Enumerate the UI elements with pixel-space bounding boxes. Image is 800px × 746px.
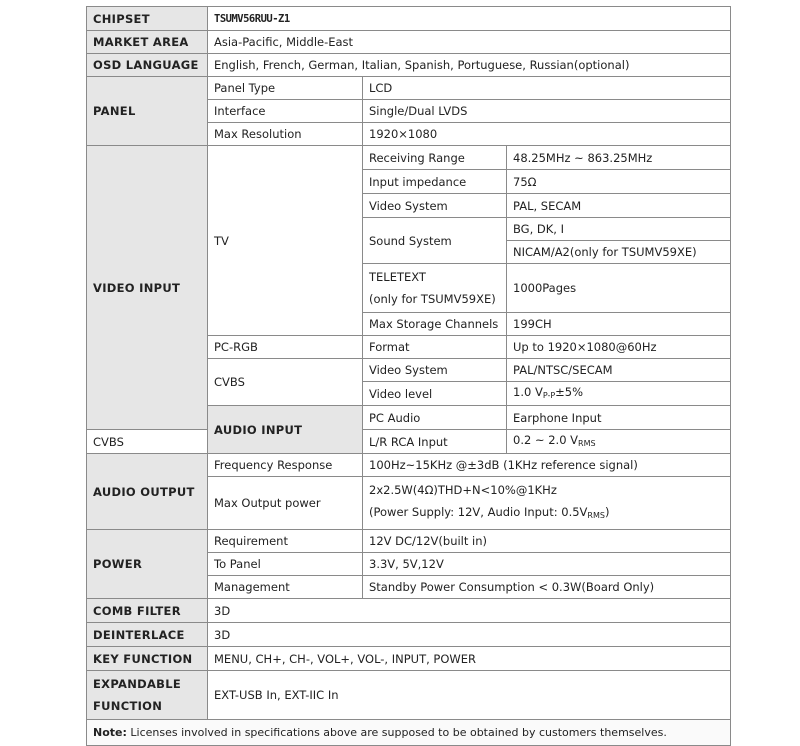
label-tv: TV	[208, 146, 363, 336]
max-output-line2-close: )	[604, 505, 610, 519]
video-level-main: 1.0 V	[513, 384, 543, 399]
row-chipset	[87, 7, 731, 31]
row-frequency-response	[87, 454, 731, 477]
expandable-label-line2: FUNCTION	[93, 699, 163, 713]
sound-system-value-2: NICAM/A2(only for TSUMV59XE)	[507, 241, 731, 264]
rca-sub: RMS	[578, 438, 596, 448]
max-storage-value: 199CH	[507, 313, 731, 336]
teletext-name-line2: (only for TSUMV59XE)	[369, 292, 496, 306]
label-osd-language: OSD LANGUAGE	[87, 54, 208, 77]
max-output-line2-sub: RMS	[587, 511, 605, 520]
max-output-line2	[369, 501, 724, 527]
rca-main: 0.2 ~ 2.0 V	[513, 432, 579, 447]
panel-interface-value: Single/Dual LVDS	[363, 100, 731, 123]
to-panel-name: To Panel	[208, 553, 363, 576]
max-output-line1: 2x2.5W(4Ω)THD+N<10%@1KHz	[369, 483, 557, 497]
management-value: Standby Power Consumption < 0.3W(Board Only)	[363, 576, 731, 599]
label-pc-rgb: PC-RGB	[208, 336, 363, 359]
label-panel: PANEL	[87, 77, 208, 146]
cvbs-video-system-value: PAL/NTSC/SECAM	[507, 359, 731, 382]
row-panel-type	[87, 77, 731, 100]
label-expandable-function	[87, 671, 208, 720]
label-chipset: CHIPSET	[87, 7, 208, 31]
row-audio-cvbs	[87, 430, 731, 454]
label-comb-filter: COMB FILTER	[87, 599, 208, 623]
row-osd-language	[87, 54, 731, 77]
panel-type-name: Panel Type	[208, 77, 363, 100]
panel-type-value: LCD	[363, 77, 731, 100]
sound-system-value-1: BG, DK, I	[507, 218, 731, 241]
row-receiving-range	[87, 146, 731, 170]
cvbs-video-system-name: Video System	[363, 359, 507, 382]
panel-resolution-value: 1920×1080	[363, 123, 731, 146]
frequency-response-value: 100Hz~15KHz @±3dB (1KHz reference signal)	[363, 454, 731, 477]
value-deinterlace: 3D	[208, 623, 731, 647]
value-market-area: Asia-Pacific, Middle-East	[208, 31, 731, 54]
earphone-input-name: Earphone Input	[507, 406, 731, 430]
input-impedance-value: 75Ω	[507, 170, 731, 194]
value-expandable-function: EXT-USB In, EXT-IIC In	[208, 671, 731, 720]
label-audio-output: AUDIO OUTPUT	[87, 454, 208, 530]
teletext-value: 1000Pages	[507, 264, 731, 313]
max-storage-name: Max Storage Channels	[363, 313, 507, 336]
requirement-name: Requirement	[208, 530, 363, 553]
pc-rgb-format-name: Format	[363, 336, 507, 359]
label-key-function: KEY FUNCTION	[87, 647, 208, 671]
row-key-function	[87, 647, 731, 671]
max-output-power-value	[363, 477, 731, 530]
teletext-name	[363, 264, 507, 313]
row-comb-filter	[87, 599, 731, 623]
tv-video-system-name: Video System	[363, 194, 507, 218]
cvbs-video-level-value	[507, 382, 731, 406]
input-impedance-name: Input impedance	[363, 170, 507, 194]
row-deinterlace	[87, 623, 731, 647]
pc-rgb-format-value: Up to 1920×1080@60Hz	[507, 336, 731, 359]
tv-video-system-value: PAL, SECAM	[507, 194, 731, 218]
note-label: Note:	[93, 725, 127, 739]
cvbs-video-level-name: Video level	[363, 382, 507, 406]
row-expandable-function	[87, 671, 731, 720]
panel-resolution-name: Max Resolution	[208, 123, 363, 146]
max-output-power-name: Max Output power	[208, 477, 363, 530]
note-text: Licenses involved in specifications above are supposed to be obtained by customers themselves.	[126, 725, 667, 739]
requirement-value: 12V DC/12V(built in)	[363, 530, 731, 553]
label-video-input: VIDEO INPUT	[87, 146, 208, 430]
sound-system-name: Sound System	[363, 218, 507, 264]
max-output-line2-main: (Power Supply: 12V, Audio Input: 0.5V	[369, 505, 588, 519]
value-chipset: TSUMV56RUU-Z1	[208, 7, 731, 31]
value-osd-language: English, French, German, Italian, Spanish, Portuguese, Russian(optional)	[208, 54, 731, 77]
value-key-function: MENU, CH+, CH-, VOL+, VOL-, INPUT, POWER	[208, 647, 731, 671]
spec-table	[86, 6, 731, 746]
label-pc-audio: PC Audio	[363, 406, 507, 430]
label-audio-input: AUDIO INPUT	[208, 406, 363, 454]
video-level-tol: ±5%	[555, 384, 584, 399]
receiving-range-name: Receiving Range	[363, 146, 507, 170]
panel-interface-name: Interface	[208, 100, 363, 123]
label-audio-cvbs: CVBS	[87, 430, 208, 454]
row-market-area	[87, 31, 731, 54]
label-power: POWER	[87, 530, 208, 599]
management-name: Management	[208, 576, 363, 599]
label-deinterlace: DEINTERLACE	[87, 623, 208, 647]
row-power-requirement	[87, 530, 731, 553]
receiving-range-value: 48.25MHz ~ 863.25MHz	[507, 146, 731, 170]
frequency-response-name: Frequency Response	[208, 454, 363, 477]
label-market-area: MARKET AREA	[87, 31, 208, 54]
expandable-label-line1: EXPANDABLE	[93, 677, 182, 691]
to-panel-value: 3.3V, 5V,12V	[363, 553, 731, 576]
teletext-name-line1: TELETEXT	[369, 270, 426, 284]
rca-input-name: L/R RCA Input	[363, 430, 507, 454]
value-comb-filter: 3D	[208, 599, 731, 623]
rca-input-value	[507, 430, 731, 454]
video-level-sub: P-P	[542, 390, 556, 400]
label-video-cvbs: CVBS	[208, 359, 363, 406]
